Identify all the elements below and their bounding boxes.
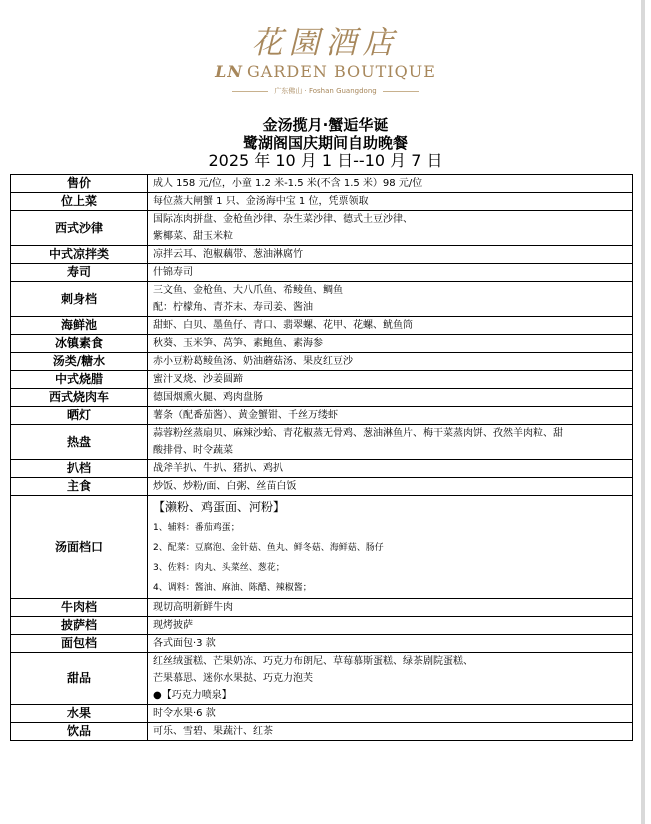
row-value-beef: 现切高明新鲜牛肉	[148, 599, 633, 617]
logo-monogram: LN	[215, 62, 243, 81]
menu-titles	[0, 116, 651, 170]
row-label-beef: 牛肉档	[11, 599, 148, 617]
logo-rule-left	[232, 91, 268, 92]
logo-location-text: 广东佛山 · Foshan Guangdong	[274, 87, 377, 95]
row-value-sashimi	[148, 282, 633, 317]
logo-english-name	[0, 60, 651, 84]
list-item: 1、辅料：番茄鸡蛋；	[153, 523, 240, 533]
list-item: 3、佐料：肉丸、头菜丝、葱花；	[153, 563, 285, 573]
table-row	[11, 407, 633, 425]
list-item: 红丝绒蛋糕、芒果奶冻、巧克力布朗尼、草莓慕斯蛋糕、绿茶剧院蛋糕、	[153, 656, 473, 667]
table-row	[11, 353, 633, 371]
table-row	[11, 193, 633, 211]
row-label-staple: 主食	[11, 478, 148, 496]
row-label-seafood: 海鲜池	[11, 317, 148, 335]
row-value-western-grill: 德国烟熏火腿、鸡肉盘肠	[148, 389, 633, 407]
row-value-western-salad	[148, 211, 633, 246]
row-label-sushi: 寿司	[11, 264, 148, 282]
list-item: 国际冻肉拼盘、金枪鱼沙律、杂生菜沙律、德式土豆沙律、	[153, 214, 413, 225]
row-value-fruit: 时令水果·6 款	[148, 705, 633, 723]
row-label-price: 售价	[11, 175, 148, 193]
list-item: 配：柠檬角、青芥末、寿司姜、酱油	[153, 302, 313, 313]
table-row	[11, 264, 633, 282]
row-label-fruit: 水果	[11, 705, 148, 723]
logo-chinese-name: 花園酒店	[251, 25, 400, 61]
row-label-served: 位上菜	[11, 193, 148, 211]
table-row	[11, 317, 633, 335]
row-label-roast: 中式烧腊	[11, 371, 148, 389]
row-value-staple: 炒饭、炒粉/面、白粥、丝苗白饭	[148, 478, 633, 496]
row-value-roast: 蜜汁叉烧、沙姜圆蹄	[148, 371, 633, 389]
title-dates: 2025 年 10 月 1 日--10 月 7 日	[208, 151, 443, 170]
row-value-dessert	[148, 653, 633, 705]
dessert-feature: ●【巧克力喷泉】	[153, 690, 232, 701]
row-value-ice-veg: 秋葵、玉米笋、莴笋、素鲍鱼、素海参	[148, 335, 633, 353]
row-label-chinese-cold: 中式凉拌类	[11, 246, 148, 264]
logo-rule-right	[383, 91, 419, 92]
row-label-sun-dry: 晒灯	[11, 407, 148, 425]
list-item: 芒果慕思、迷你水果挞、巧克力泡芙	[153, 673, 313, 684]
list-item: 三文鱼、金枪鱼、大八爪鱼、希鲮鱼、鲷鱼	[153, 285, 343, 296]
list-item: 酸排骨、时令蔬菜	[153, 445, 233, 456]
row-label-soup: 汤类/糖水	[11, 353, 148, 371]
table-row	[11, 460, 633, 478]
table-row	[11, 599, 633, 617]
table-row	[11, 635, 633, 653]
list-item: 蒜蓉粉丝蒸扇贝、麻辣沙蛤、青花椒蒸无骨鸡、葱油淋鱼片、梅干菜蒸肉饼、孜然羊肉粒、甜	[153, 428, 563, 439]
row-label-hot: 热盘	[11, 425, 148, 460]
row-value-sun-dry: 薯条（配番茄酱）、黄金蟹钳、千丝万缕虾	[148, 407, 633, 425]
row-label-bread: 面包档	[11, 635, 148, 653]
row-value-noodle	[148, 496, 633, 599]
row-value-served: 每位蒸大闸蟹 1 只、金汤海中宝 1 位，凭票领取	[148, 193, 633, 211]
logo-english-text: GARDEN BOUTIQUE	[246, 62, 436, 81]
row-value-price: 成人 158 元/位，小童 1.2 米-1.5 米(不含 1.5 米）98 元/位	[148, 175, 633, 193]
table-row	[11, 211, 633, 246]
title-line-2: 鹭湖阁国庆期间自助晚餐	[242, 134, 408, 152]
row-label-western-salad: 西式沙律	[11, 211, 148, 246]
row-label-sashimi: 刺身档	[11, 282, 148, 317]
table-row	[11, 496, 633, 599]
table-row	[11, 617, 633, 635]
table-row	[11, 282, 633, 317]
table-row	[11, 246, 633, 264]
table-row	[11, 723, 633, 741]
hotel-logo	[0, 26, 651, 98]
row-label-grill: 扒档	[11, 460, 148, 478]
title-line-1: 金汤揽月·蟹逅华诞	[262, 116, 389, 134]
row-value-sushi: 什锦寿司	[148, 264, 633, 282]
row-value-soup: 赤小豆粉葛鲮鱼汤、奶油蘑菇汤、果皮红豆沙	[148, 353, 633, 371]
table-row	[11, 175, 633, 193]
table-row	[11, 371, 633, 389]
menu-table	[10, 174, 633, 741]
row-value-grill: 战斧羊扒、牛扒、猪扒、鸡扒	[148, 460, 633, 478]
row-value-hot	[148, 425, 633, 460]
table-row	[11, 478, 633, 496]
row-label-noodle: 汤面档口	[11, 496, 148, 599]
noodle-header: 【濑粉、鸡蛋面、河粉】	[153, 500, 286, 514]
table-row	[11, 389, 633, 407]
table-row	[11, 425, 633, 460]
row-label-ice-veg: 冰镇素食	[11, 335, 148, 353]
table-row	[11, 653, 633, 705]
table-row	[11, 335, 633, 353]
row-value-pizza: 现烤披萨	[148, 617, 633, 635]
table-row	[11, 705, 633, 723]
row-label-drinks: 饮品	[11, 723, 148, 741]
row-label-dessert: 甜品	[11, 653, 148, 705]
row-label-pizza: 披萨档	[11, 617, 148, 635]
logo-location	[0, 84, 651, 98]
row-value-seafood: 甜虾、白贝、墨鱼仔、青口、翡翠螺、花甲、花螺、鱿鱼筒	[148, 317, 633, 335]
row-label-western-grill: 西式烧肉车	[11, 389, 148, 407]
list-item: 2、配菜：豆腐泡、金针菇、鱼丸、鲜冬菇、海鲜菇、肠仔	[153, 543, 384, 553]
row-value-bread: 各式面包·3 款	[148, 635, 633, 653]
row-value-chinese-cold: 凉拌云耳、泡椒藕带、葱油淋腐竹	[148, 246, 633, 264]
list-item: 紫椰菜、甜玉米粒	[153, 231, 233, 242]
list-item: 4、调料：酱油、麻油、陈醋、辣椒酱；	[153, 583, 312, 593]
row-value-drinks: 可乐、雪碧、果蔬汁、红茶	[148, 723, 633, 741]
